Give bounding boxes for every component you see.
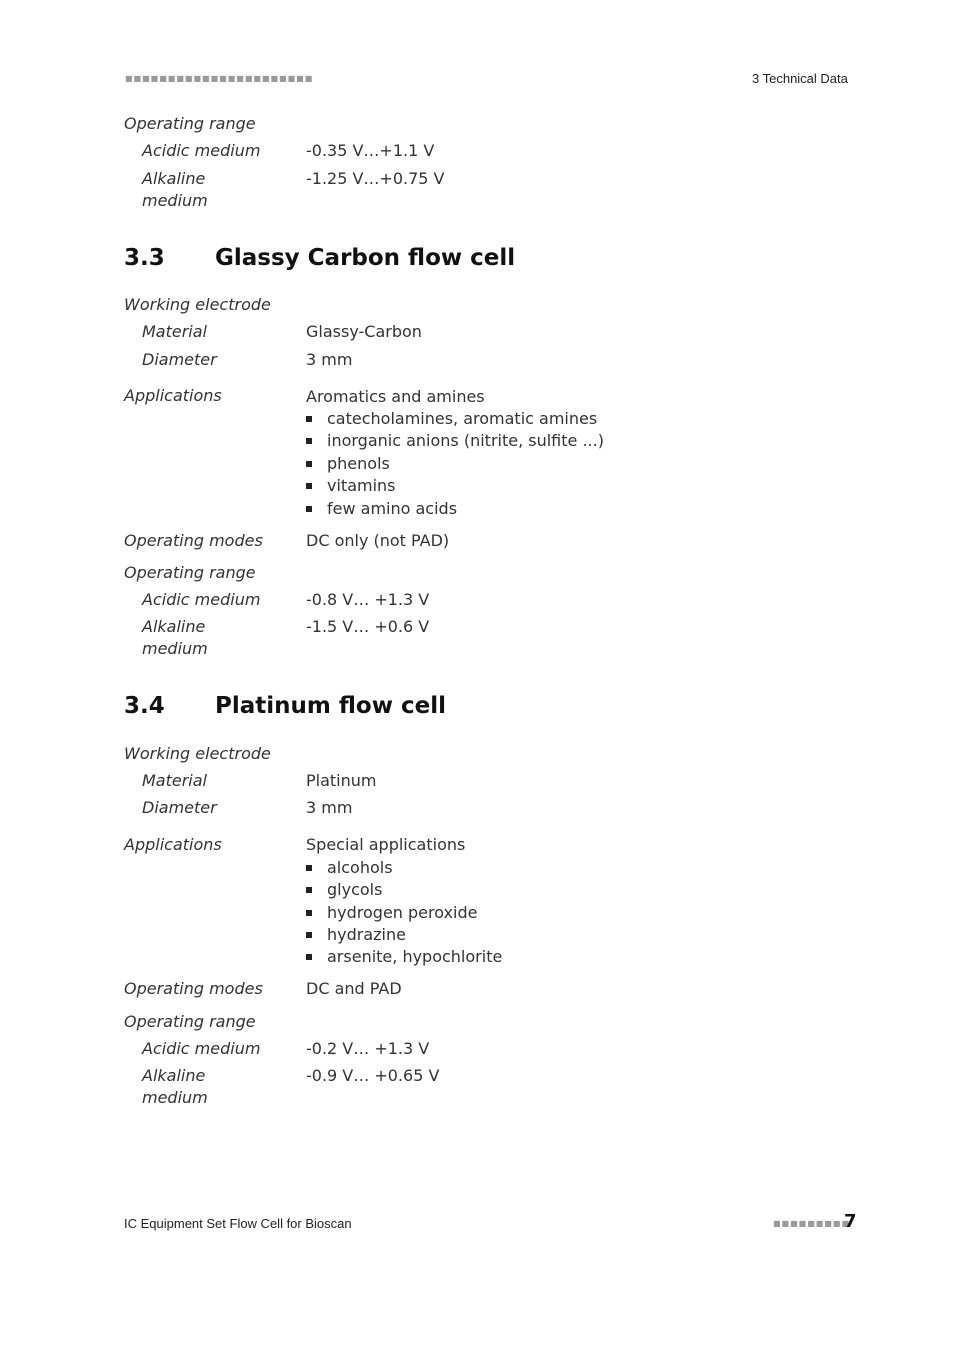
section-number-3-4: 3.4 bbox=[124, 693, 165, 719]
alkaline-medium-value: -1.5 V… +0.6 V bbox=[306, 617, 430, 636]
diameter-value: 3 mm bbox=[306, 798, 353, 817]
list-item: phenols bbox=[306, 453, 390, 475]
applications-label: Applications bbox=[124, 835, 222, 854]
acidic-medium-label: Acidic medium bbox=[142, 1039, 261, 1058]
acidic-medium-value: -0.8 V… +1.3 V bbox=[306, 590, 430, 609]
bullet-square-icon bbox=[306, 483, 312, 489]
alkaline-medium-value: -1.25 V…+0.75 V bbox=[306, 169, 445, 188]
list-item: inorganic anions (nitrite, sulfite ...) bbox=[306, 430, 604, 452]
list-item: hydrogen peroxide bbox=[306, 902, 477, 924]
list-item: glycols bbox=[306, 879, 382, 901]
diameter-value: 3 mm bbox=[306, 350, 353, 369]
footer-document-title: IC Equipment Set Flow Cell for Bioscan bbox=[124, 1216, 352, 1231]
bullet-square-icon bbox=[306, 932, 312, 938]
material-value: Glassy-Carbon bbox=[306, 322, 422, 341]
list-item: catecholamines, aromatic amines bbox=[306, 408, 597, 430]
operating-range-label: Operating range bbox=[124, 1012, 256, 1031]
footer-decoration: ■■■■■■■■■ bbox=[773, 1219, 851, 1228]
section-title-3-3: Glassy Carbon flow cell bbox=[215, 245, 516, 271]
bullet-square-icon bbox=[306, 910, 312, 916]
diameter-label: Diameter bbox=[142, 798, 217, 817]
working-electrode-label: Working electrode bbox=[124, 744, 271, 763]
applications-label: Applications bbox=[124, 386, 222, 405]
acidic-medium-value: -0.35 V…+1.1 V bbox=[306, 141, 435, 160]
chapter-header: 3 Technical Data bbox=[752, 71, 848, 86]
alkaline-medium-label: Alkaline medium bbox=[142, 1066, 208, 1107]
applications-intro: Aromatics and amines bbox=[306, 387, 485, 406]
material-value: Platinum bbox=[306, 771, 377, 790]
bullet-square-icon bbox=[306, 438, 312, 444]
list-item: arsenite, hypochlorite bbox=[306, 946, 502, 968]
section-number-3-3: 3.3 bbox=[124, 245, 165, 271]
bullet-square-icon bbox=[306, 954, 312, 960]
list-item: alcohols bbox=[306, 857, 393, 879]
operating-range-label: Operating range bbox=[124, 563, 256, 582]
section-title-3-4: Platinum flow cell bbox=[215, 693, 446, 719]
bullet-square-icon bbox=[306, 887, 312, 893]
diameter-label: Diameter bbox=[142, 350, 217, 369]
list-item: hydrazine bbox=[306, 924, 406, 946]
header-decoration: ■■■■■■■■■■■■■■■■■■■■■■ bbox=[125, 74, 314, 83]
acidic-medium-label: Acidic medium bbox=[142, 141, 261, 160]
bullet-square-icon bbox=[306, 461, 312, 467]
operating-range-label: Operating range bbox=[124, 114, 256, 133]
material-label: Material bbox=[142, 322, 207, 341]
alkaline-medium-label: Alkaline medium bbox=[142, 169, 208, 210]
bullet-square-icon bbox=[306, 865, 312, 871]
operating-modes-label: Operating modes bbox=[124, 531, 263, 550]
bullet-square-icon bbox=[306, 416, 312, 422]
page-number: 7 bbox=[844, 1211, 857, 1232]
bullet-square-icon bbox=[306, 506, 312, 512]
list-item: vitamins bbox=[306, 475, 396, 497]
list-item: few amino acids bbox=[306, 498, 457, 520]
operating-modes-label: Operating modes bbox=[124, 979, 263, 998]
operating-modes-value: DC only (not PAD) bbox=[306, 531, 450, 550]
applications-intro: Special applications bbox=[306, 835, 466, 854]
acidic-medium-value: -0.2 V… +1.3 V bbox=[306, 1039, 430, 1058]
alkaline-medium-value: -0.9 V… +0.65 V bbox=[306, 1066, 440, 1085]
alkaline-medium-label: Alkaline medium bbox=[142, 617, 208, 658]
material-label: Material bbox=[142, 771, 207, 790]
acidic-medium-label: Acidic medium bbox=[142, 590, 261, 609]
operating-modes-value: DC and PAD bbox=[306, 979, 402, 998]
working-electrode-label: Working electrode bbox=[124, 295, 271, 314]
